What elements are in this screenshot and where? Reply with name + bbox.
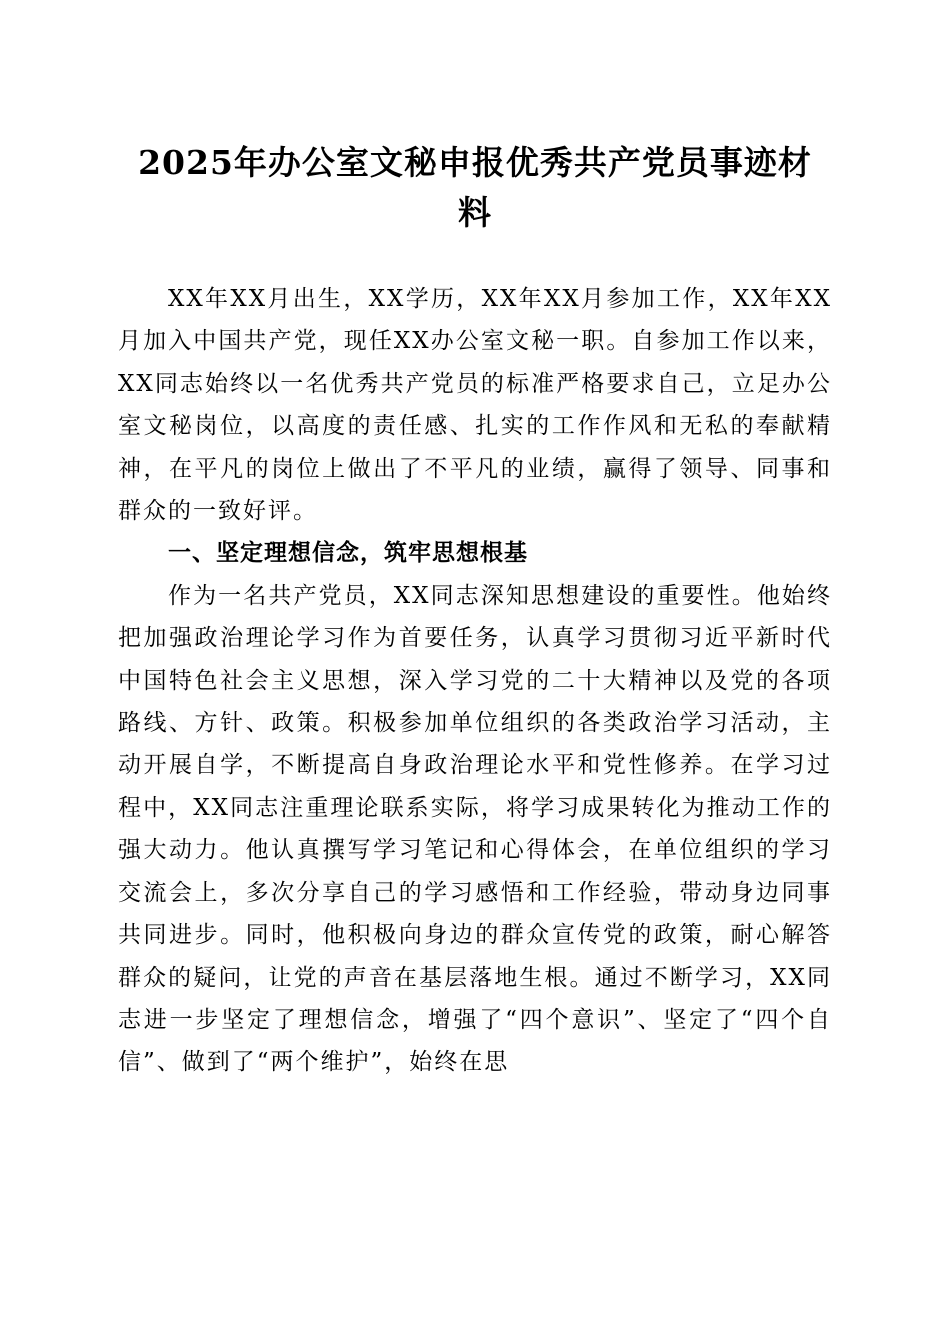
document-title-line-1: 2025年办公室文秘申报优秀共产党员事迹材 <box>138 143 812 182</box>
section-1-heading: 一、坚定理想信念，筑牢思想根基 <box>168 540 528 567</box>
document-title-line-2: 料 <box>458 193 492 232</box>
section-1-paragraph: 作为一名共产党员，XX同志深知思想建设的重要性。他始终把加强政治理论学习作为首要任务，认真学习贯彻习近平新时代中国特色社会主义思想，深入学习党的二十大精神以及党的各项路线、方针、政策。积极参加单位组织的各类政治学习活动，主动开展自学，不断提高自身政治理论水平和党性修养。在学习过程中，XX同志注重理论联系实际，将学习成果转化为推动工作的强大动力。他认真撰写学习笔记和心得体会，在单位组织的学习交流会上，多次分享自己的学习感悟和工作经验，带动身边同事共同进步。同时，他积极向身边的群众宣传党的政策，耐心解答群众的疑问，让党的声音在基层落地生根。通过不断学习，XX同志进一步坚定了理想信念，增强了“四个意识”、坚定了“四个自信”、做到了“两个维护”，始终在思 <box>118 582 832 1076</box>
intro-paragraph: XX年XX月出生，XX学历，XX年XX月参加工作，XX年XX月加入中国共产党，现任XX办公室文秘一职。自参加工作以来，XX同志始终以一名优秀共产党员的标准严格要求自己，立足办公室文秘岗位，以高度的责任感、扎实的工作作风和无私的奉献精神，在平凡的岗位上做出了不平凡的业绩，赢得了领导、同事和群众的一致好评。 <box>118 286 832 525</box>
document-title <box>118 138 832 238</box>
document-body <box>118 278 832 1084</box>
